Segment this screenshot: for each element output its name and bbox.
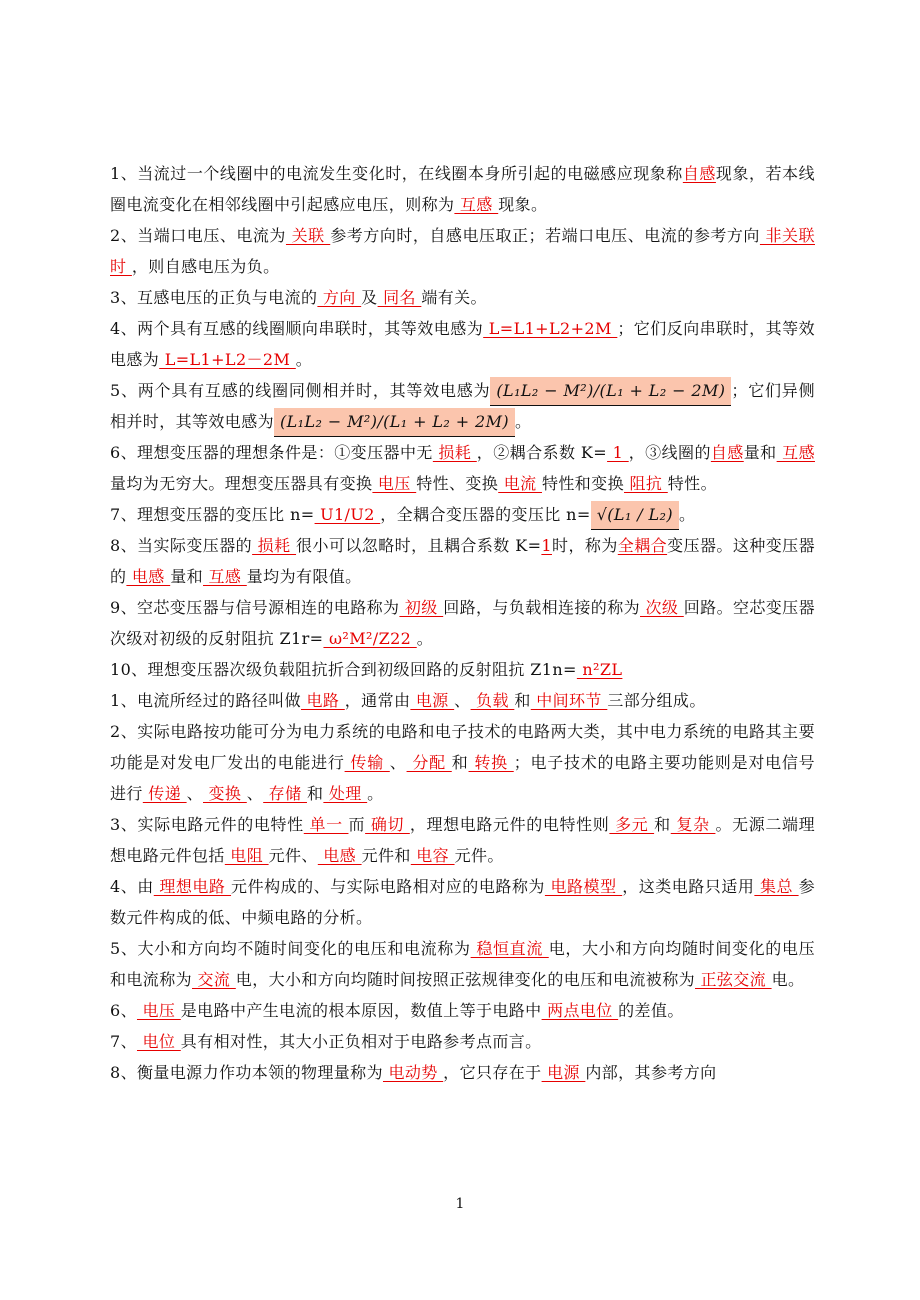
answer-text: 自感 [682,164,716,183]
question-text: 电，大小和方向均随时间按照正弦规律变化的电压和电流被称为 [235,970,695,989]
formula-box: (L₁L₂ − M²)/(L₁ + L₂ − 2M) [490,377,731,406]
answer-text: 电压 [372,474,417,493]
question-text: ，通常由 [344,691,411,710]
question-item [110,530,815,592]
question-text: 量和 [170,567,203,586]
answer-text: 正弦交流 [695,970,772,989]
question-text: 9、空芯变压器与信号源相连的电路称为 [110,598,400,617]
answer-text: 集总 [754,877,799,896]
answer-text: 多元 [609,815,655,834]
answer-text: L=L1+L2－2M [159,350,296,369]
question-item [110,375,815,437]
question-text: 4、由 [110,877,154,896]
question-item [110,716,815,809]
answer-text: 互感 [776,443,815,462]
formula-box: √(L₁ / L₂) [591,501,679,530]
question-item [110,158,815,220]
question-item [110,282,815,313]
question-text: 内部，其参考方向 [585,1063,717,1082]
question-text: 1、当流过一个线圈中的电流发生变化时，在线圈本身所引起的电磁感应现象称 [110,164,683,183]
answer-text: 电源 [410,691,455,710]
answer-text: U1/U2 [314,505,381,524]
question-item [110,685,815,716]
question-text: 和 [654,815,671,834]
answer-text: 1 [541,536,552,555]
answer-text: 同名 [377,288,422,307]
question-text: 回路，与负载相连接的称为 [443,598,640,617]
question-text: ；它们异侧相并时，其等效电感为 [110,381,815,431]
question-text: 6、理想变压器的理想条件是：①变压器中无 [110,443,433,462]
answer-text: 非关联时 [110,226,815,276]
question-text: 。 [416,629,434,648]
answer-text: 电源 [541,1063,586,1082]
question-item [110,1026,815,1057]
answer-text: 两点电位 [541,1001,619,1020]
question-item [110,437,815,499]
answer-text: 分配 [406,753,452,772]
question-item [110,499,815,530]
answer-text: 损耗 [252,536,297,555]
answer-text: 负载 [470,691,515,710]
question-text: 回路。空芯变压器次级对初级的反射阻抗 Z1r= [110,598,815,648]
answer-text: 初级 [399,598,444,617]
answer-text: ω²M²/Z22 [323,629,417,648]
answer-text: 损耗 [432,443,477,462]
question-item [110,592,815,654]
question-item [110,1057,815,1088]
question-text: 和 [451,753,469,772]
question-text: 量均为无穷大。理想变压器具有变换 [110,474,373,493]
answer-text: 理想电路 [153,877,232,896]
question-text: 元件构成的、与实际电路相对应的电路称为 [231,877,545,896]
answer-text: 电动势 [382,1063,444,1082]
question-text: 变压器。这种变压器的 [110,536,815,586]
answer-text: 互感 [203,567,247,586]
question-text: 和 [306,784,324,803]
question-item [110,871,815,933]
question-text: 7、 [110,1032,137,1051]
answer-text: 确切 [365,815,410,834]
question-text: ，则自感电压为负。 [131,257,280,276]
question-text: 8、当实际变压器的 [110,536,253,555]
page-number: 1 [455,1196,465,1212]
formula-box: (L₁L₂ − M²)/(L₁ + L₂ + 2M) [274,408,515,437]
question-text: 3、实际电路元件的电特性 [110,815,304,834]
answer-text: 电路 [300,691,345,710]
question-text: 很小可以忽略时，且耦合系数 K= [296,536,542,555]
question-text: 特性和变换 [541,474,624,493]
question-text: 是电路中产生电流的根本原因，数值上等于电路中 [180,1001,542,1020]
question-text: 7、理想变压器的变压比 n= [110,505,315,524]
question-text: 。 [367,784,384,803]
answer-text: 电阻 [224,846,269,865]
answer-text: 中间环节 [530,691,608,710]
answer-text: 稳恒直流 [470,939,549,958]
answer-text: 复杂 [670,815,716,834]
answer-text: 全耦合 [617,536,668,555]
question-text: 现象。 [498,195,548,214]
answer-text: 电感 [126,567,171,586]
question-text: ；电子技术的电路主要功能则是对电信号进行 [110,753,815,803]
answer-text: 方向 [317,288,362,307]
question-text: 电。 [771,970,805,989]
answer-text: 变换 [203,784,247,803]
question-text: ，③线圈的 [628,443,711,462]
question-text: 三部分组成。 [607,691,706,710]
question-text: 元件、 [268,846,318,865]
question-text: ；它们反向串联时，其等效电感为 [110,319,815,369]
answer-text: 关联 [285,226,331,245]
question-text: 参考方向时，自感电压取正；若端口电压、电流的参考方向 [330,226,760,245]
question-text: 、 [454,691,471,710]
question-item [110,809,815,871]
answer-text: 电位 [136,1032,181,1051]
question-text: ，这类电路只适用 [622,877,755,896]
question-item [110,933,815,995]
question-text: 时，称为 [551,536,618,555]
question-text: 元件。 [454,846,504,865]
answer-text: 阻抗 [624,474,668,493]
question-text: 。 [679,505,696,524]
question-text: 及 [361,288,378,307]
question-item [110,220,815,282]
question-text: 现象，若本线圈电流变化在相邻线圈中引起感应电压，则称为 [110,164,815,214]
question-text: 10、理想变压器次级负载阻抗折合到初级回路的反射阻抗 Z1n= [110,660,577,679]
question-text: 量和 [743,443,777,462]
question-text: 、 [246,784,264,803]
question-text: 2、实际电路按功能可分为电力系统的电路和电子技术的电路两大类，其中电力系统的电路其主要功能是对发电厂发出的电能进行 [110,722,815,772]
question-text: ，全耦合变压器的变压比 n= [380,505,591,524]
question-text: 端有关。 [421,288,487,307]
answer-text: n²ZL [576,660,623,679]
answer-text: 处理 [323,784,368,803]
question-text: 。 [515,412,532,431]
answer-text: 电压 [136,1001,181,1020]
question-text: 参数元件构成的低、中频电路的分析。 [110,877,816,927]
question-text: 1、电流所经过的路径叫做 [110,691,301,710]
answer-text: 次级 [640,598,684,617]
question-text: 5、大小和方向均不随时间变化的电压和电流称为 [110,939,471,958]
question-text: 特性、变换 [416,474,499,493]
question-text: 元件和 [361,846,411,865]
question-text: 和 [514,691,531,710]
answer-text: 转换 [468,753,514,772]
answer-text: 单一 [303,815,349,834]
answer-text: 电容 [410,846,455,865]
question-text: 的差值。 [618,1001,684,1020]
question-text: 3、互感电压的正负与电流的 [110,288,318,307]
question-item [110,654,815,685]
question-item [110,313,815,375]
question-text: 具有相对性，其大小正负相对于电路参考点而言。 [180,1032,542,1051]
question-text: 量均为有限值。 [246,567,362,586]
question-text: 2、当端口电压、电流为 [110,226,286,245]
question-text: 。无源二端理想电路元件包括 [110,815,815,865]
question-text: 5、两个具有互感的线圈同侧相并时，其等效电感为 [110,381,491,400]
question-text: 4、两个具有互感的线圈顺向串联时，其等效电感为 [110,319,484,338]
question-text: 6、 [110,1001,137,1020]
answer-text: 互感 [454,195,499,214]
answer-text: 交流 [192,970,236,989]
question-text: 8、衡量电源力作功本领的物理量称为 [110,1063,383,1082]
answer-text: 传输 [344,753,390,772]
question-text: 、 [389,753,407,772]
answer-text: 电路模型 [544,877,623,896]
answer-text: 电流 [498,474,542,493]
question-text: 而 [348,815,366,834]
answer-text: 1 [607,443,629,462]
question-text: ，它只存在于 [443,1063,542,1082]
document-body [110,158,815,1088]
answer-text: 传递 [142,784,187,803]
question-item [110,995,815,1026]
question-text: ，理想电路元件的电特性则 [409,815,610,834]
answer-text: 存储 [263,784,307,803]
answer-text: 电感 [317,846,362,865]
answer-text: 自感 [710,443,744,462]
question-text: 特性。 [667,474,717,493]
question-text: 。 [295,350,313,369]
question-text: ，②耦合系数 K= [476,443,608,462]
answer-text: L=L1+L2+2M [483,319,618,338]
question-text: 电，大小和方向均随时间变化的电压和电流称为 [110,939,815,989]
question-text: 、 [186,784,203,803]
